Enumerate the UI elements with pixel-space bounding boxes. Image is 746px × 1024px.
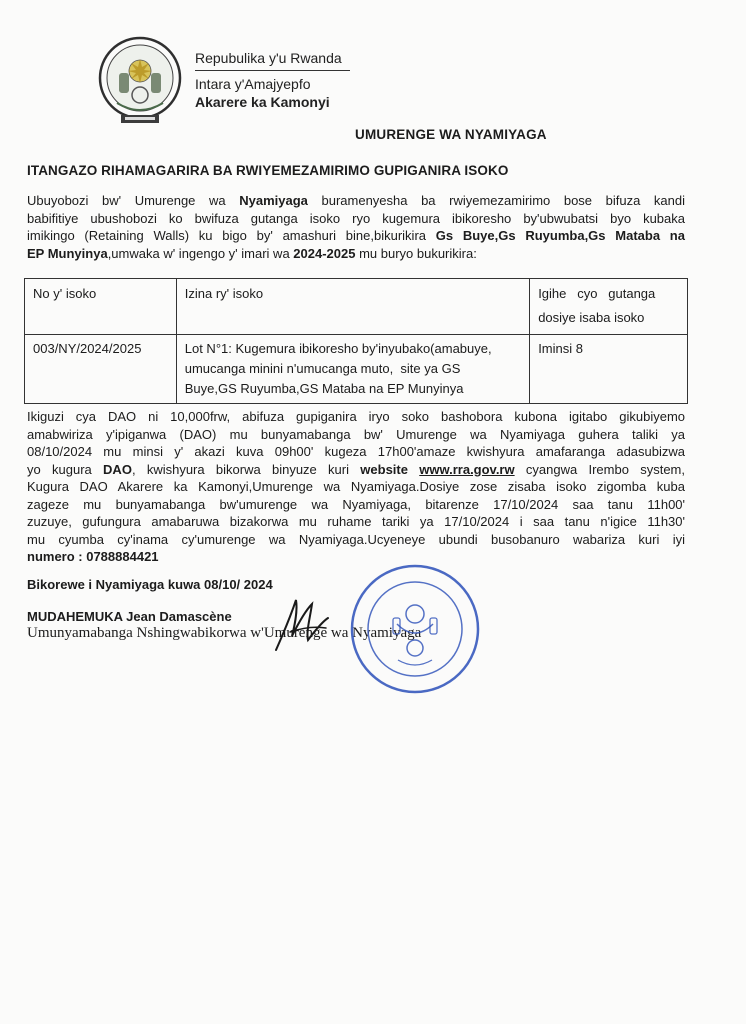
header-line: Igihe cyo gutanga: [538, 286, 656, 301]
text: ,umwaka w' ingengo y' imari wa: [107, 245, 294, 261]
intro-line: [27, 227, 685, 245]
dao-label: DAO: [103, 461, 132, 477]
cell-duration: Iminsi 8: [530, 335, 688, 404]
name-line: Buye,GS Ruyumba,GS Mataba na EP Munyinya: [184, 381, 464, 396]
signer-title: Umunyamabanga Nshingwabikorwa w'Umurenge wa Nyamiyaga: [27, 625, 422, 641]
signer-name: MUDAHEMUKA Jean Damascène: [27, 609, 232, 624]
header-divider: [195, 70, 350, 71]
body-line: [27, 496, 685, 514]
sector-title: UMURENGE WA NYAMIYAGA: [355, 127, 547, 142]
header-republic: Repubulika y'u Rwanda: [195, 50, 342, 66]
text: Ubuyobozi bw' Umurenge wa: [27, 193, 240, 208]
notice-title: ITANGAZO RIHAMAGARIRA BA RWIYEMEZAMIRIMO GUPIGANIRA ISOKO: [27, 163, 509, 178]
text: , kwishyura bikorwa binyuze kuri: [131, 461, 361, 477]
body-line: [27, 461, 685, 479]
opening-time: 17/10/2024 i saa tanu n'igice 11h30': [444, 514, 686, 529]
header-province: Intara y'Amajyepfo: [195, 76, 311, 92]
cell-tender-number: 003/NY/2024/2025: [25, 335, 177, 404]
text: yo kugura: [27, 461, 104, 477]
intro-paragraph: [27, 192, 685, 262]
body-line: Ikiguzi cya DAO ni 10,000frw, abifuza gupiganira iryo soko bashobora kubona igitabo gikubiyemo: [27, 409, 685, 424]
text: zuzuye, gufungura amabaruwa bizakorwa mu ruhame tariki ya: [27, 514, 445, 529]
header-submission-period: [530, 279, 688, 335]
school-name: EP Munyinya: [27, 245, 108, 261]
header-tender-name: Izina ry' isoko: [176, 279, 529, 335]
body-line: Kugura DAO Akarere ka Kamonyi,Umurenge wa Nyamiyaga.Dosiye zose zisaba isoko zigomba kuba: [27, 479, 685, 494]
intro-line: [27, 245, 685, 263]
sector-name: Nyamiyaga: [239, 193, 308, 208]
website-link[interactable]: www.rra.gov.rw: [419, 461, 515, 477]
body-line: amabwiriza y'ipiganwa (DAO) mu bunyamabanga bw' Umurenge wa Nyamiyaga guhera taliki ya: [27, 426, 685, 442]
text: imikingo (Retaining Walls) ku bigo by' amashuri bine,bikurikira: [27, 228, 436, 243]
fiscal-year: 2024-2025: [293, 245, 356, 261]
table-row: [25, 335, 688, 404]
intro-line: babifitiye ubushobozi ko bwifuza gutanga isoko ryo kugemura ibikoresho by'ubwubatsi byo kubaka: [27, 210, 685, 226]
details-paragraph: [27, 408, 685, 566]
name-line: Lot N°1: Kugemura ibikoresho by'inyubako(amabuye,: [184, 341, 492, 356]
school-names: Gs Buye,Gs Ruyumba,Gs Mataba na: [435, 228, 685, 243]
table-header-row: [25, 279, 688, 335]
header-line: dosiye isaba isoko: [538, 310, 645, 325]
header-district: Akarere ka Kamonyi: [195, 94, 330, 110]
text: zageze mu bunyamabanga bw'umurenge wa Nyamiyaga, bitarenze: [27, 496, 494, 512]
text: buramenyesha ba rwiyemezamirimo bose bifuza kandi: [307, 193, 685, 208]
signature-icon: [268, 592, 338, 662]
intro-line: [27, 192, 685, 210]
body-line: [27, 513, 685, 531]
body-line: 08/10/2024 mu minsi y' akazi kuva 09h00' kugeza 17h00'amaze kwishyura amafaranga adasubizwa: [27, 444, 685, 459]
rwanda-emblem-icon: [97, 33, 183, 131]
official-stamp-icon: [348, 562, 482, 696]
body-line: mu cyumba cy'inama cy'umurenge wa Nyamiyaga.Ucyeneye ubundi busobanuro wabariza kuri iyi: [27, 531, 685, 547]
text: mu buryo bukurikira:: [355, 245, 477, 261]
issue-date: Bikorewe i Nyamiyaga kuwa 08/10/ 2024: [27, 577, 273, 592]
website-label: website: [360, 461, 408, 477]
name-line: umucanga minini n'umucanga muto, site ya GS: [184, 361, 461, 376]
deadline: 17/10/2024 saa tanu 11h00': [493, 496, 686, 512]
text: cyangwa Irembo system,: [514, 461, 685, 477]
header-tender-number: No y' isoko: [25, 279, 177, 335]
cell-tender-name: [176, 335, 529, 404]
tender-table: [24, 278, 688, 404]
phone-number: numero : 0788884421: [27, 549, 159, 564]
